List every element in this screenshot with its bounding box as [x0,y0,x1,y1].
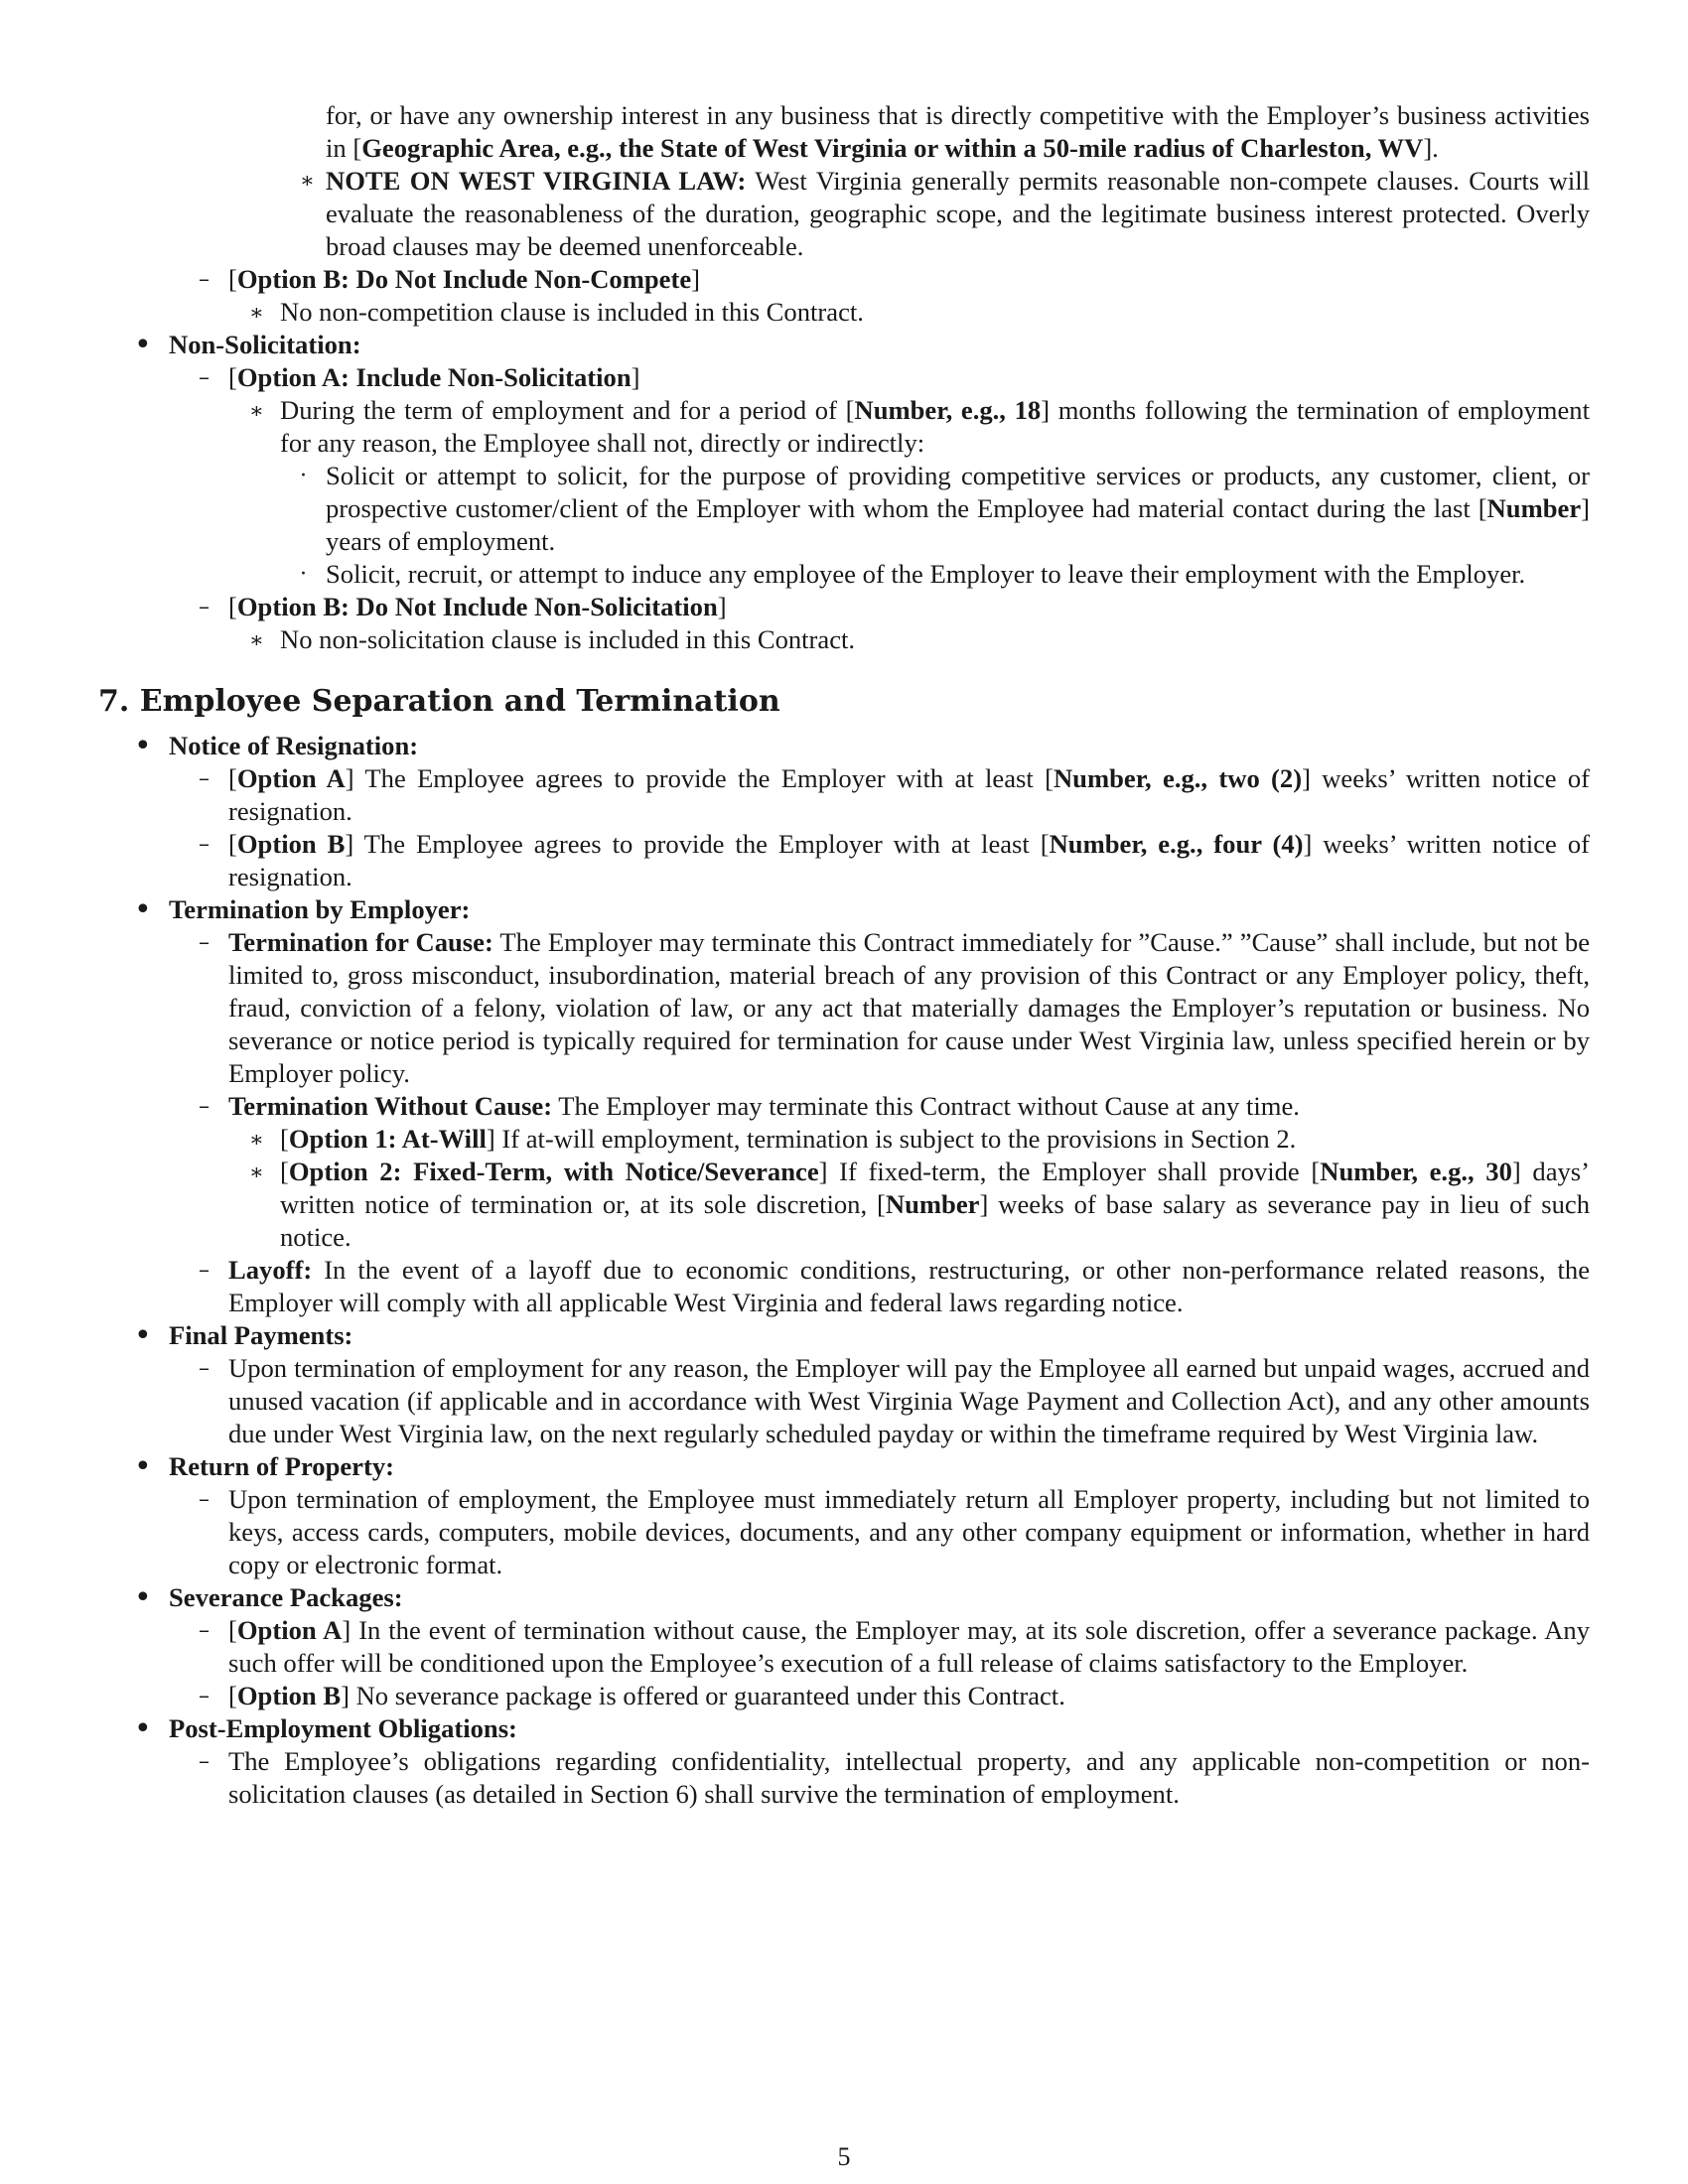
body-text: [ [228,763,237,793]
bullet-marker: • [134,1449,152,1484]
body-text: ] [631,362,640,392]
bold-text: Option B [236,829,346,859]
body-text: [ [228,1681,237,1710]
body-text: [ [228,592,237,621]
bold-text: Option B [236,1681,342,1710]
list-item-level-1 [134,1580,1590,1615]
bold-text: Post-Employment Obligations: [169,1713,517,1743]
bold-text: Number [885,1189,980,1219]
body-text: ]. [1423,133,1439,163]
body-text: No non-solicitation clause is included in this Contract. [280,624,856,654]
list-item-level-2 [199,1254,1590,1319]
body-text: Upon termination of employment, the Employee must immediately return all Employer property, including but not limited to keys, access cards, computers, mobile devices, documents, and any other company equipment or information, whether in hard copy or electronic format. [228,1484,1590,1579]
body-text: ] months following the termination of employment for any reason, the Employee shall not, directly or indirectly: [280,395,1590,458]
list-item-level-4 [326,99,1590,165]
dash-marker: – [199,1258,210,1283]
bold-text: Option B: Do Not Include Non-Solicitation [236,592,718,621]
bold-text: Option B: Do Not Include Non-Compete [236,264,692,294]
list-item-level-2 [199,263,1590,296]
bold-text: Option A [236,1615,343,1645]
body-text: ] weeks’ written notice of resignation. [228,763,1590,826]
body-text: Upon termination of employment for any reason, the Employer will pay the Employee all earned but unpaid wages, accrued and unused vacation (if applicable and in accordance with West Virginia Wage Payment and Collection Act), and any other amounts due under West Virginia law, on the next regularly scheduled payday or within the timeframe required by West Virginia law. [228,1353,1590,1448]
list-item-level-4 [300,460,1590,558]
dot-marker: · [300,464,307,488]
bold-text: Termination by Employer: [169,894,471,924]
list-item-level-3 [249,296,1590,329]
asterisk-marker: ∗ [249,1160,264,1185]
list-item-level-2 [199,1352,1590,1450]
dash-marker: – [199,1094,210,1119]
body-text: [ [228,264,237,294]
list-item-level-1 [134,892,1590,927]
body-text: [ [280,1157,289,1186]
list-item-level-2 [199,1745,1590,1811]
bold-text: Number [1486,493,1582,523]
list-item-level-1 [134,1449,1590,1484]
bold-text: Option A [236,763,346,793]
bullet-marker: • [134,892,152,927]
bold-text: Layoff: [228,1255,313,1285]
body-text: The Employee’s obligations regarding confidentiality, intellectual property, and any applicable non-competition or non-solicitation clauses (as detailed in Section 6) shall survive the termination of employment. [228,1746,1590,1809]
dot-marker: · [300,562,307,587]
bullet-marker: • [134,1711,152,1746]
bold-text: Number, e.g., 18 [854,395,1042,425]
list-item-level-2 [199,1614,1590,1680]
bullet-marker: • [134,729,152,763]
list-item-level-1 [134,729,1590,763]
bold-text: Final Payments: [169,1320,353,1350]
body-text: for, or have any ownership interest in any business that is directly competitive with the Employer’s business activities in [ [326,100,1590,163]
asterisk-marker: ∗ [249,301,264,326]
bold-text: Option A: Include Non-Solicitation [236,362,632,392]
list-item-level-3 [249,623,1590,656]
dash-marker: – [199,1356,210,1381]
asterisk-marker: ∗ [249,628,264,653]
body-text: ] In the event of termination without cause, the Employer may, at its sole discretion, offer a severance package. Any such offer will be conditioned upon the Employee’s execution of a full release of claims satisfactory to the Employer. [228,1615,1590,1678]
bold-text: Non-Solicitation: [169,330,361,359]
bold-text: Number, e.g., four (4) [1049,829,1304,859]
list-item-level-4 [300,165,1590,263]
bold-text: Termination Without Cause: [228,1091,553,1121]
body-text: [ [228,362,237,392]
bold-text: Notice of Resignation: [169,731,419,760]
bold-text: Number, e.g., 30 [1320,1157,1512,1186]
list-item-level-3 [249,1156,1591,1254]
body-text: [ [228,829,237,859]
body-text: In the event of a layoff due to economic conditions, restructuring, or other non-performance related reasons, the Employer will comply with all applicable West Virginia and federal laws regarding notice. [228,1255,1590,1317]
body-text: ] If at-will employment, termination is subject to the provisions in Section 2. [486,1124,1297,1154]
dash-marker: – [199,595,210,619]
body-text: ] No severance package is offered or guaranteed under this Contract. [341,1681,1065,1710]
list-item-level-2 [199,1483,1590,1581]
body-text: ] days’ written notice of termination or, at its sole discretion, [ [280,1157,1591,1219]
dash-marker: – [199,1618,210,1643]
bold-text: NOTE ON WEST VIRGINIA LAW: [326,166,747,196]
body-text: Solicit, recruit, or attempt to induce any employee of the Employer to leave their employment with the Employer. [326,559,1526,589]
list-item-level-4 [300,558,1590,591]
body-text: ] weeks’ written notice of resignation. [228,829,1590,891]
list-item-level-1 [134,1711,1590,1746]
bold-text: Severance Packages: [169,1582,403,1612]
list-item-level-2 [199,591,1590,623]
body-text: Solicit or attempt to solicit, for the purpose of providing competitive services or products, any customer, client, or prospective customer/client of the Employer with whom the Employee had material contact during the last [ [326,461,1590,523]
list-item-level-2 [199,361,1590,394]
list-item-level-2 [199,1680,1590,1712]
body-text: ] [691,264,700,294]
dash-marker: – [199,1749,210,1774]
dash-marker: – [199,267,210,292]
body-text: ] weeks of base salary as severance pay in lieu of such notice. [280,1189,1590,1252]
asterisk-marker: ∗ [249,1128,264,1153]
dash-marker: – [199,365,210,390]
bold-text: Option 1: At-Will [288,1124,487,1154]
body-text: During the term of employment and for a period of [ [280,395,855,425]
list-item-level-3 [249,394,1590,460]
list-item-level-2 [199,762,1590,828]
body-text: ] The Employee agrees to provide the Employer with at least [ [345,763,1054,793]
dash-marker: – [199,766,210,791]
section-heading: 7. Employee Separation and Termination [98,684,780,719]
list-item-level-1 [134,1318,1590,1353]
body-text: The Employer may terminate this Contract without Cause at any time. [552,1091,1300,1121]
body-text: ] If fixed-term, the Employer shall provide [ [818,1157,1321,1186]
page-number: 5 [837,2142,851,2171]
list-item-level-2 [199,1090,1590,1123]
asterisk-marker: ∗ [300,169,315,194]
dash-marker: – [199,1487,210,1512]
page-content [0,99,1688,1811]
body-text: The Employer may terminate this Contract immediately for ”Cause.” ”Cause” shall include, but not be limited to, gross misconduct, insubordination, material breach of any provision of this Contract or any Employer policy, theft, fraud, conviction of a felony, violation of law, or any act that materially damages the Employer’s reputation or business. No severance or notice period is typically required for termination for cause under West Virginia law, unless specified herein or by Employer policy. [228,927,1591,1088]
list-item-level-3 [249,1123,1590,1156]
dash-marker: – [199,832,210,857]
bold-text: Geographic Area, e.g., the State of West Virginia or within a 50-mile radius of Charleston, WV [361,133,1424,163]
bold-text: Number, e.g., two (2) [1053,763,1303,793]
bold-text: Return of Property: [169,1451,394,1481]
asterisk-marker: ∗ [249,399,264,424]
body-text: ] [717,592,727,621]
body-text: West Virginia generally permits reasonable non-compete clauses. Courts will evaluate the reasonableness of the duration, geographic scope, and the legitimate business interest protected. Overly broad clauses may be deemed unenforceable. [326,166,1590,261]
list-item-level-1 [134,328,1590,362]
body-text: No non-competition clause is included in this Contract. [280,297,864,327]
dash-marker: – [199,930,210,955]
body-text: ] The Employee agrees to provide the Employer with at least [ [345,829,1050,859]
list-item-level-2 [199,926,1591,1090]
body-text: ] years of employment. [326,493,1590,556]
bullet-marker: • [134,328,152,362]
bullet-marker: • [134,1318,152,1353]
bold-text: Termination for Cause: [228,927,493,957]
list-item-level-2 [199,828,1590,893]
bold-text: Option 2: Fixed-Term, with Notice/Severance [288,1157,819,1186]
body-text: [ [280,1124,289,1154]
body-text: [ [228,1615,237,1645]
bullet-marker: • [134,1580,152,1615]
dash-marker: – [199,1684,210,1708]
